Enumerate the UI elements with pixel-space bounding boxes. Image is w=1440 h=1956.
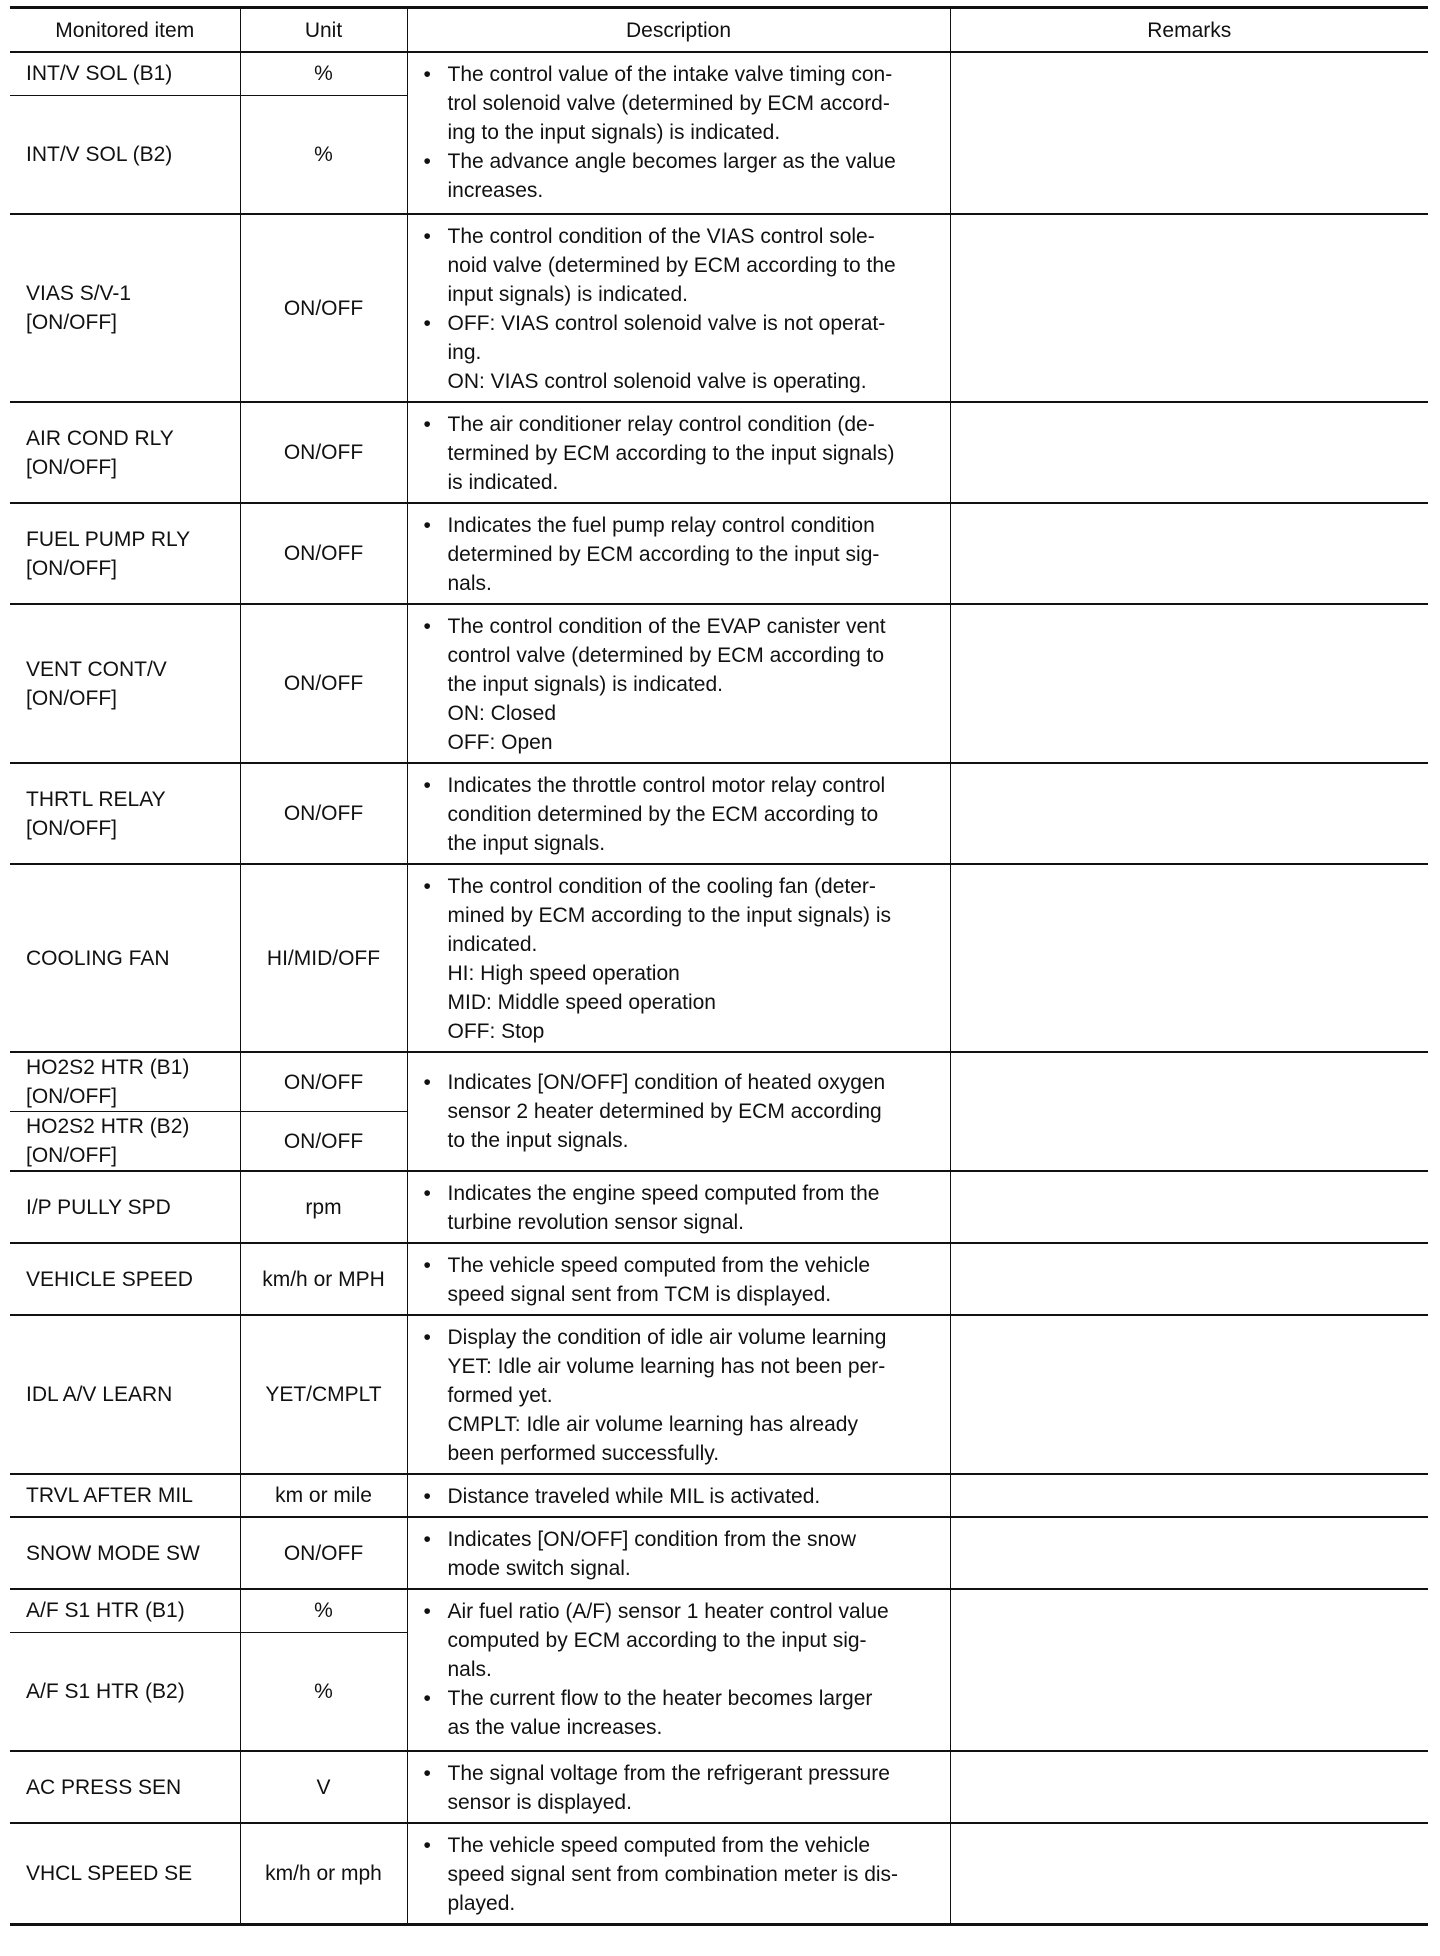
description-bullet: [420, 612, 942, 757]
description-bullet: [420, 60, 942, 147]
description-line: the input signals.: [447, 832, 606, 855]
description-line: • The signal voltage from the refrigerant pressure: [447, 1762, 890, 1785]
monitored-item-text: HO2S2 HTR (B2): [26, 1115, 190, 1138]
monitored-item-cell: [10, 1632, 240, 1751]
table-header-row: [10, 8, 1428, 53]
description-cell: [407, 1474, 950, 1517]
monitored-item-cell: [10, 95, 240, 214]
table-row: [10, 1243, 1428, 1315]
description-line: • Indicates [ON/OFF] condition from the snow: [447, 1528, 856, 1551]
description-line: increases.: [447, 179, 544, 202]
unit-cell: ON/OFF: [240, 402, 407, 503]
description-cell: [407, 864, 950, 1052]
unit-cell: HI/MID/OFF: [240, 864, 407, 1052]
monitored-item-text: THRTL RELAY: [26, 787, 166, 811]
monitored-item-cell: [10, 763, 240, 864]
table-row: [10, 402, 1428, 503]
monitored-item-text: A/F S1 HTR (B2): [26, 1679, 185, 1703]
description-line: • The control condition of the VIAS control sole-: [447, 225, 875, 248]
description-bullet: [420, 1251, 942, 1309]
description-line: is indicated.: [447, 471, 559, 494]
remarks-cell: [950, 52, 1428, 214]
monitored-item-cell: [10, 214, 240, 402]
description-line: OFF: Open: [447, 731, 553, 754]
table-row: [10, 503, 1428, 604]
description-bullet: [420, 1179, 942, 1237]
description-bullet: [420, 1684, 942, 1742]
description-line: • Air fuel ratio (A/F) sensor 1 heater control value: [447, 1600, 889, 1623]
unit-cell: km or mile: [240, 1474, 407, 1517]
monitored-item-text: VEHICLE SPEED: [26, 1267, 193, 1291]
description-line: • Indicates the throttle control motor relay control: [447, 774, 886, 797]
description-line: ON: Closed: [447, 702, 557, 725]
remarks-cell: [950, 1474, 1428, 1517]
description-line: • OFF: VIAS control solenoid valve is not operat-: [447, 312, 886, 335]
description-cell: [407, 52, 950, 214]
description-line: • The advance angle becomes larger as the value: [447, 150, 896, 173]
unit-cell: ON/OFF: [240, 1517, 407, 1589]
description-line: computed by ECM according to the input sig-: [447, 1629, 867, 1652]
monitored-item-cell: [10, 864, 240, 1052]
monitored-item-cell: [10, 1823, 240, 1925]
description-line: control valve (determined by ECM according to: [447, 644, 885, 667]
description-line: turbine revolution sensor signal.: [447, 1211, 745, 1234]
monitored-item-text: TRVL AFTER MIL: [26, 1484, 193, 1507]
description-line: nals.: [447, 572, 492, 595]
monitored-item-text: [ON/OFF]: [26, 1144, 117, 1167]
monitored-item-cell: [10, 52, 240, 95]
monitored-item-cell: [10, 1171, 240, 1243]
monitored-item-cell: [10, 503, 240, 604]
monitored-item-text: INT/V SOL (B1): [26, 62, 173, 86]
description-line: been performed successfully.: [447, 1442, 720, 1465]
remarks-cell: [950, 1171, 1428, 1243]
unit-cell: rpm: [240, 1171, 407, 1243]
description-line: termined by ECM according to the input signals): [447, 442, 895, 465]
description-cell: [407, 214, 950, 402]
description-line: • The air conditioner relay control condition (de-: [447, 413, 875, 436]
monitored-item-text: [ON/OFF]: [26, 1085, 117, 1108]
description-bullet: [420, 872, 942, 1046]
description-bullet: [420, 1759, 942, 1817]
description-line: formed yet.: [447, 1384, 553, 1407]
table-row: [10, 1171, 1428, 1243]
description-line: • Indicates [ON/OFF] condition of heated oxygen: [447, 1071, 886, 1094]
monitored-item-text: IDL A/V LEARN: [26, 1383, 173, 1406]
monitored-item-text: FUEL PUMP RLY: [26, 527, 191, 551]
table-row: [10, 1751, 1428, 1823]
description-cell: [407, 763, 950, 864]
description-cell: [407, 1052, 950, 1171]
monitored-item-text: HO2S2 HTR (B1): [26, 1056, 190, 1079]
description-line: • The current flow to the heater becomes larger: [447, 1687, 873, 1710]
description-cell: [407, 1243, 950, 1315]
description-line: mined by ECM according to the input signals) is: [447, 904, 892, 927]
table-row: [10, 1823, 1428, 1925]
monitored-item-text: [ON/OFF]: [26, 311, 117, 334]
description-bullet: [420, 1068, 942, 1155]
description-cell: [407, 1171, 950, 1243]
description-line: • Display the condition of idle air volume learning: [447, 1326, 887, 1349]
table-body: [10, 52, 1428, 1925]
remarks-cell: [950, 1517, 1428, 1589]
description-bullet: [420, 1525, 942, 1583]
description-line: ing to the input signals) is indicated.: [447, 121, 781, 144]
description-line: • The control condition of the EVAP canister vent: [447, 615, 886, 638]
description-cell: [407, 402, 950, 503]
remarks-cell: [950, 1052, 1428, 1171]
remarks-cell: [950, 864, 1428, 1052]
monitored-item-text: [ON/OFF]: [26, 686, 117, 710]
unit-cell: %: [240, 1589, 407, 1632]
description-line: • The vehicle speed computed from the vehicle: [447, 1254, 871, 1277]
description-cell: [407, 1823, 950, 1925]
unit-cell: km/h or MPH: [240, 1243, 407, 1315]
description-line: • Indicates the fuel pump relay control condition: [447, 514, 875, 537]
description-cell: [407, 1751, 950, 1823]
remarks-cell: [950, 402, 1428, 503]
description-line: ing.: [447, 341, 482, 364]
monitored-item-cell: [10, 1112, 240, 1172]
description-line: OFF: Stop: [447, 1020, 545, 1043]
description-line: MID: Middle speed operation: [447, 991, 716, 1014]
description-cell: [407, 1315, 950, 1474]
unit-cell: %: [240, 95, 407, 214]
unit-cell: ON/OFF: [240, 503, 407, 604]
description-line: condition determined by the ECM according to: [447, 803, 879, 826]
remarks-cell: [950, 1243, 1428, 1315]
remarks-cell: [950, 1589, 1428, 1751]
description-cell: [407, 1517, 950, 1589]
unit-cell: YET/CMPLT: [240, 1315, 407, 1474]
monitored-item-text: VIAS S/V-1: [26, 282, 132, 305]
header-unit: Unit: [240, 8, 407, 53]
table-row: [10, 1052, 1428, 1112]
description-line: indicated.: [447, 933, 538, 956]
table-row: [10, 1589, 1428, 1632]
monitored-item-cell: [10, 1052, 240, 1112]
description-line: • The vehicle speed computed from the vehicle: [447, 1834, 871, 1857]
monitored-item-text: SNOW MODE SW: [26, 1541, 200, 1565]
description-line: mode switch signal.: [447, 1557, 631, 1580]
table-row: [10, 214, 1428, 402]
description-line: played.: [447, 1892, 516, 1915]
table-row: [10, 1517, 1428, 1589]
table-row: [10, 604, 1428, 763]
unit-cell: %: [240, 1632, 407, 1751]
description-line: nals.: [447, 1658, 492, 1681]
description-line: CMPLT: Idle air volume learning has already: [447, 1413, 858, 1436]
description-line: speed signal sent from combination meter is dis-: [447, 1863, 899, 1886]
monitored-item-text: I/P PULLY SPD: [26, 1195, 171, 1219]
remarks-cell: [950, 1315, 1428, 1474]
description-line: YET: Idle air volume learning has not been per-: [447, 1355, 886, 1378]
description-line: input signals) is indicated.: [447, 283, 688, 306]
monitored-item-text: INT/V SOL (B2): [26, 142, 173, 166]
unit-cell: ON/OFF: [240, 1052, 407, 1112]
table-row: [10, 1315, 1428, 1474]
monitored-item-cell: [10, 1243, 240, 1315]
monitored-item-text: AC PRESS SEN: [26, 1775, 182, 1799]
description-line: noid valve (determined by ECM according to the: [447, 254, 896, 277]
description-bullet: [420, 511, 942, 598]
description-cell: [407, 503, 950, 604]
table-row: [10, 864, 1428, 1052]
description-bullet: [420, 147, 942, 205]
description-bullet: [420, 1323, 942, 1468]
description-line: sensor 2 heater determined by ECM according: [447, 1100, 882, 1123]
table-row: [10, 763, 1428, 864]
unit-cell: %: [240, 52, 407, 95]
unit-cell: V: [240, 1751, 407, 1823]
description-line: HI: High speed operation: [447, 962, 680, 985]
description-line: ON: VIAS control solenoid valve is operating.: [447, 370, 867, 393]
monitored-item-cell: [10, 1315, 240, 1474]
monitored-item-text: [ON/OFF]: [26, 816, 117, 840]
description-bullet: [420, 309, 942, 396]
description-bullet: [420, 1482, 942, 1511]
description-cell: [407, 604, 950, 763]
monitored-item-cell: [10, 402, 240, 503]
header-remarks: Remarks: [950, 8, 1428, 53]
description-line: as the value increases.: [447, 1716, 663, 1739]
monitored-item-text: AIR COND RLY: [26, 426, 174, 450]
unit-cell: ON/OFF: [240, 214, 407, 402]
description-bullet: [420, 771, 942, 858]
monitored-item-cell: [10, 1474, 240, 1517]
remarks-cell: [950, 503, 1428, 604]
remarks-cell: [950, 1823, 1428, 1925]
description-line: the input signals) is indicated.: [447, 673, 723, 696]
description-line: speed signal sent from TCM is displayed.: [447, 1283, 832, 1306]
description-line: • Indicates the engine speed computed from the: [447, 1182, 880, 1205]
monitored-item-text: VHCL SPEED SE: [26, 1862, 193, 1885]
monitor-item-table: [10, 6, 1428, 1926]
remarks-cell: [950, 214, 1428, 402]
monitored-item-text: [ON/OFF]: [26, 556, 117, 580]
description-line: determined by ECM according to the input sig-: [447, 543, 880, 566]
monitored-item-cell: [10, 604, 240, 763]
monitor-table-page: [10, 6, 1428, 1926]
description-line: trol solenoid valve (determined by ECM accord-: [447, 92, 890, 115]
monitored-item-cell: [10, 1751, 240, 1823]
remarks-cell: [950, 763, 1428, 864]
unit-cell: ON/OFF: [240, 763, 407, 864]
description-bullet: [420, 1831, 942, 1918]
description-bullet: [420, 222, 942, 309]
monitored-item-text: A/F S1 HTR (B1): [26, 1599, 185, 1623]
remarks-cell: [950, 1751, 1428, 1823]
remarks-cell: [950, 604, 1428, 763]
unit-cell: ON/OFF: [240, 604, 407, 763]
description-bullet: [420, 1597, 942, 1684]
description-cell: [407, 1589, 950, 1751]
monitored-item-cell: [10, 1589, 240, 1632]
description-line: • Distance traveled while MIL is activated.: [447, 1485, 821, 1508]
monitored-item-text: VENT CONT/V: [26, 657, 167, 681]
monitored-item-text: COOLING FAN: [26, 946, 170, 970]
description-line: • The control condition of the cooling fan (deter-: [447, 875, 876, 898]
description-line: to the input signals.: [447, 1129, 629, 1152]
unit-cell: ON/OFF: [240, 1112, 407, 1172]
header-monitored-item: Monitored item: [10, 8, 240, 53]
unit-cell: km/h or mph: [240, 1823, 407, 1925]
description-bullet: [420, 410, 942, 497]
table-row: [10, 1474, 1428, 1517]
table-row: [10, 52, 1428, 95]
description-line: • The control value of the intake valve timing con-: [447, 63, 893, 86]
description-line: sensor is displayed.: [447, 1791, 632, 1814]
monitored-item-cell: [10, 1517, 240, 1589]
header-description: Description: [407, 8, 950, 53]
monitored-item-text: [ON/OFF]: [26, 455, 117, 479]
